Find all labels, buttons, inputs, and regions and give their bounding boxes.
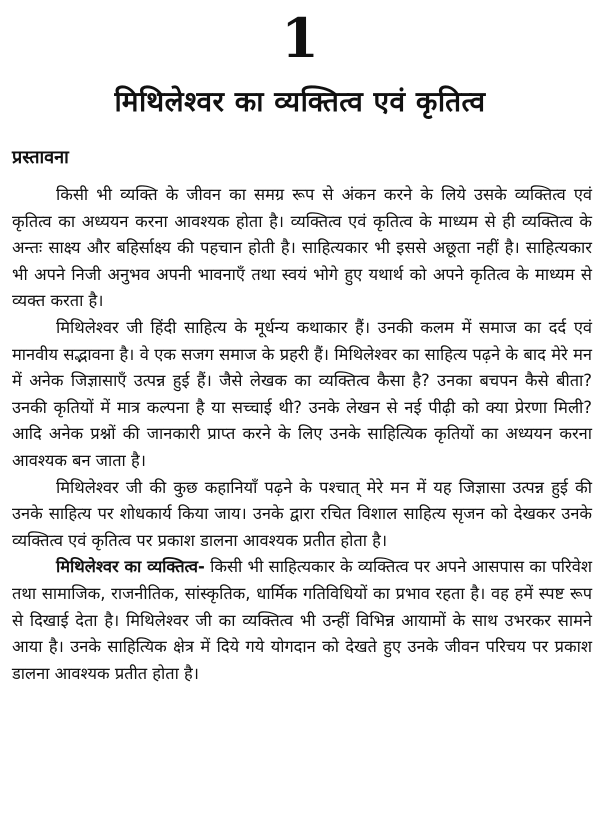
- paragraph-author: मिथिलेश्वर जी हिंदी साहित्य के मूर्धन्य कथाकार हैं। उनकी कलम में समाज का दर्द एवं मानवीय सद्भावना है। वे एक सजग समाज के प्रहरी हैं। मिथिलेश्वर का साहित्य पढ़ने के बाद मेरे मन में अनेक जिज्ञासाएँ उत्पन्न हुई हैं। जैसे लेखक का व्यक्तित्व कैसा है? उनका बचपन कैसे बीता? उनकी कृतियों में मात्र कल्पना है या सच्चाई थी? उनके लेखन से नई पीढ़ी को क्या प्रेरणा मिली? आदि अनेक प्रश्नों की जानकारी प्राप्त करने के लिए उनके साहित्यिक कृतियों का अध्ययन करना आवश्यक बन जाता है।: [12, 317, 592, 470]
- personality-text: किसी भी साहित्यकार के व्यक्तित्व पर अपने आसपास का परिवेश तथा सामाजिक, राजनीतिक, सांस्कृतिक, धार्मिक गतिविधियों का प्रभाव रहता है। वह हमें स्पष्ट रूप से दिखाई देता है। मिथिलेश्वर जी का व्यक्तित्व भी उन्हीं विभिन्न आयामों के साथ उभरकर सामने आया है। उनके साहित्यिक क्षेत्र में दिये गये योगदान को देखते हुए उनके जीवन परिचय पर प्रकाश डालना आवश्यक प्रतीत होता है।: [12, 557, 592, 683]
- chapter-title: मिथिलेश्वर का व्यक्तित्व एवं कृतित्व: [114, 85, 486, 118]
- chapter-number: 1: [281, 6, 319, 70]
- personality-heading: मिथिलेश्वर का व्यक्तित्व-: [56, 557, 205, 577]
- paragraph-intro: किसी भी व्यक्ति के जीवन का समग्र रूप से अंकन करने के लिये उसके व्यक्तित्व एवं कृतित्व का अध्ययन करना आवश्यक होता है। व्यक्तित्व एवं कृतित्व के माध्यम से ही व्यक्तित्व के अन्तः साक्ष्य और बहिर्साक्ष्य की पहचान होती है। साहित्यकार भी इससे अछूता नहीं है। साहित्यकार भी अपने निजी अनुभव अपनी भावनाएँ तथा स्वयं भोगे हुए यथार्थ को अपने कृतित्व के माध्यम से व्यक्त करता है।: [12, 185, 592, 311]
- section-heading: प्रस्तावना: [12, 147, 69, 168]
- paragraph-personality: [12, 554, 592, 687]
- body-text: [12, 182, 592, 687]
- paragraph-research: मिथिलेश्वर जी की कुछ कहानियाँ पढ़ने के पश्चात् मेरे मन में यह जिज्ञासा उत्पन्न हुई की उनके साहित्य पर शोधकार्य किया जाय। उनके द्वारा रचित विशाल साहित्य सृजन को देखकर उनके व्यक्तित्व एवं कृतित्व पर प्रकाश डालना आवश्यक प्रतीत होता है।: [12, 477, 592, 550]
